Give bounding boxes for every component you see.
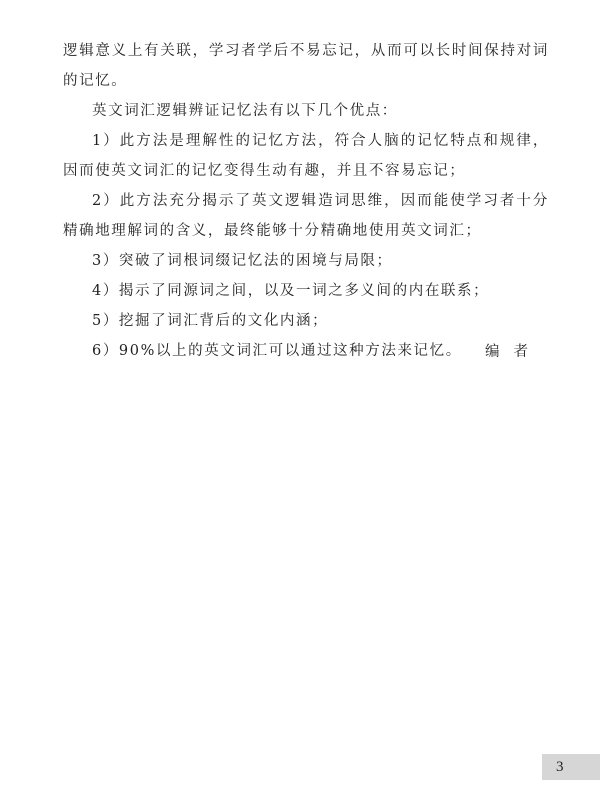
list-item-1: 1）此方法是理解性的记忆方法，符合人脑的记忆特点和规律，因而使英文词汇的记忆变得生动有趣，并且不容易忘记； xyxy=(63,133,549,179)
paragraph-continuation: 逻辑意义上有关联，学习者学后不易忘记，从而可以长时间保持对词的记忆。 xyxy=(63,43,549,89)
list-item-5: 5）挖掘了词汇背后的文化内涵； xyxy=(92,313,329,329)
page-number: 3 xyxy=(542,754,600,780)
list-item-6: 6）90%以上的英文词汇可以通过这种方法来记忆。 xyxy=(92,343,462,359)
list-item-3: 3）突破了词根词缀记忆法的困境与局限； xyxy=(92,253,393,269)
author-signature: 编者 xyxy=(485,344,542,360)
list-item-4: 4）揭示了同源词之间，以及一词之多义间的内在联系； xyxy=(92,283,490,299)
list-item-2: 2）此方法充分揭示了英文逻辑造词思维，因而能使学习者十分精确地理解词的含义，最终能够十分精确地使用英文词汇； xyxy=(63,193,549,239)
page-body xyxy=(63,36,549,366)
paragraph-advantages-intro: 英文词汇逻辑辨证记忆法有以下几个优点： xyxy=(92,103,398,119)
